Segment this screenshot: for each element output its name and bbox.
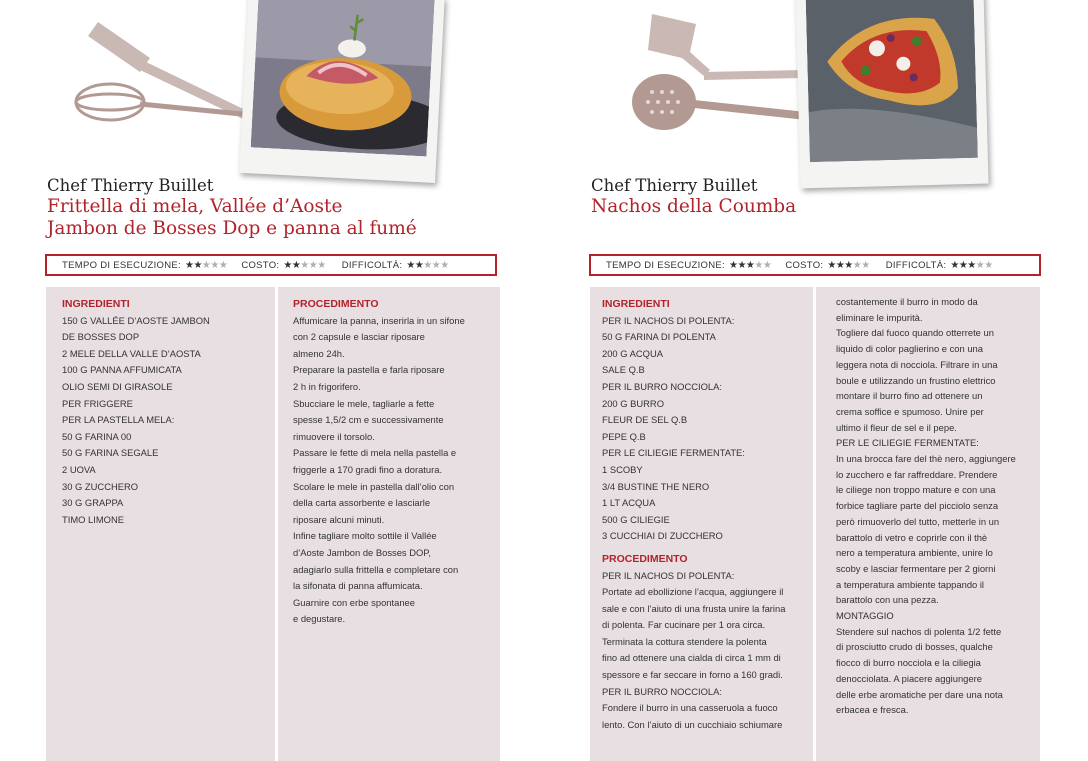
text-line: costantemente il burro in modo da (836, 296, 978, 307)
text-line: barattolo di vetro e coprirle con il thè (836, 531, 988, 543)
text-line: PEPE Q.B (602, 430, 646, 442)
whisk-icon (76, 84, 262, 120)
text-line: liquido di color paglierino e con una (836, 343, 983, 355)
star-filled-icon: ★ (827, 259, 836, 271)
nachos-photo (795, 0, 988, 188)
text-line: SALE Q.B (602, 364, 645, 376)
difficulty (886, 260, 993, 271)
text-line: lo zucchero e far raffreddare. Prendere (836, 468, 998, 480)
text-line: rimuovere il torsolo. (293, 430, 375, 442)
text-line: FLEUR DE SEL Q.B (602, 414, 688, 426)
text-line: ultimo il fleur de sel e il pepe. (836, 421, 957, 433)
star-empty-icon: ★ (861, 259, 870, 271)
star-filled-icon: ★ (737, 259, 746, 271)
text-line: 3 CUCCHIAI DI ZUCCHERO (602, 530, 723, 542)
text-line: Passare le fette di mela nella pastella e (293, 447, 457, 459)
text-line: fiocco di burro nocciola e la ciliegia (836, 657, 981, 669)
text-line: 200 G ACQUA (602, 347, 663, 359)
text-line: 50 G FARINA 00 (62, 430, 132, 442)
star-empty-icon: ★ (300, 259, 309, 271)
text-line: la sifonata di panna affumicata. (293, 580, 423, 592)
text-line: lento. Con l’aiuto di un cucchiaio schiumare (602, 718, 783, 730)
text-line: Sbucciare le mele, tagliarle a fette (293, 397, 435, 409)
star-filled-icon: ★ (950, 259, 959, 271)
text-line: della carta assorbente e lasciarle (293, 497, 431, 509)
text-line: almeno 24h. (293, 347, 345, 359)
text-line: PER IL NACHOS DI POLENTA: (602, 569, 735, 581)
cost-label: COSTO: (241, 259, 280, 271)
text-line: erbacea e fresca. (836, 704, 909, 716)
text-line: Infine tagliare molto sottile il Vallée (293, 530, 437, 542)
text-line: boule e utilizzando un frustino elettrico (836, 374, 996, 386)
text-line: barattolo con una pezza. (836, 594, 939, 606)
text-line: leggera nota di nocciola. Filtrare in una (836, 358, 998, 370)
recipe-info-bar (45, 254, 497, 276)
cost-label: COSTO: (785, 259, 824, 271)
text-line: Terminata la cottura stendere la polenta (602, 635, 767, 647)
text-line: PER LE CILIEGIE FERMENTATE: (836, 437, 979, 449)
star-filled-icon: ★ (728, 259, 738, 271)
text-line: PER IL BURRO NOCCIOLA: (602, 380, 722, 392)
procedure-heading: PROCEDIMENTO (293, 298, 379, 310)
procedure-text (293, 313, 497, 628)
ingredients-list (602, 313, 812, 545)
procedure-heading: PROCEDIMENTO (602, 552, 688, 565)
text-line: PER LA PASTELLA MELA: (62, 414, 175, 426)
text-line: spesse 1,5/2 cm e successivamente (293, 414, 444, 426)
star-filled-icon: ★ (414, 259, 424, 271)
star-empty-icon: ★ (754, 259, 763, 271)
text-line: adagiarlo sulla frittella e completare con (293, 563, 459, 575)
text-line: Stendere sul nachos di polenta 1/2 fette (836, 625, 1002, 637)
text-line: 500 G CILIEGIE (602, 513, 670, 525)
star-filled-icon: ★ (958, 259, 968, 271)
difficulty-label: DIFFICOLTÀ: (885, 259, 947, 271)
text-line: Affumicare la panna, inserirla in un sifone (293, 314, 465, 326)
execution-time-rating (729, 260, 771, 271)
text-line: a temperatura ambiente tappando il (836, 578, 985, 590)
cost (785, 260, 869, 271)
text-line: però rimuoverlo del tutto, metterle in un (836, 515, 1000, 527)
text-line: MONTAGGIO (836, 610, 894, 622)
ingredients-heading: INGREDIENTI (602, 298, 670, 310)
ingredients-column (602, 296, 812, 733)
difficulty-label: DIFFICOLTÀ: (341, 259, 403, 271)
star-empty-icon: ★ (308, 259, 318, 271)
text-line: TIMO LIMONE (62, 513, 124, 525)
chef-name: Chef Thierry Buillet (47, 176, 214, 195)
cost-rating (827, 260, 869, 271)
text-line: 50 G FARINA DI POLENTA (602, 331, 716, 343)
star-filled-icon: ★ (291, 259, 301, 271)
recipe-title-line-1: Nachos della Coumba (591, 196, 797, 217)
chef-name: Chef Thierry Buillet (591, 176, 758, 195)
text-line: di polenta. Far cucinare per 1 ora circa. (602, 619, 766, 631)
star-empty-icon: ★ (423, 259, 432, 271)
recipe-title-line-1: Frittella di mela, Vallée d’Aoste (47, 196, 343, 217)
difficulty-rating (406, 260, 448, 271)
star-empty-icon: ★ (210, 259, 219, 271)
star-empty-icon: ★ (218, 259, 228, 271)
cost-rating (283, 260, 325, 271)
text-line: denocciolata. A piacere aggiungere (836, 672, 982, 684)
ingredients-column (62, 296, 270, 528)
text-line: PER IL BURRO NOCCIOLA: (602, 685, 722, 697)
nachos-image (805, 0, 977, 162)
text-line: 2 h in frigorifero. (293, 380, 361, 392)
execution-time-label: TEMPO DI ESECUZIONE: (606, 259, 725, 271)
text-line: forbice tagliare parte del picciolo senza (836, 500, 999, 512)
text-line: In una brocca fare del thè nero, aggiungere (836, 453, 1016, 465)
text-line: 2 UOVA (62, 463, 96, 475)
text-line: Togliere dal fuoco quando otterrete un (836, 327, 994, 339)
right-recipe-page (544, 0, 1088, 761)
text-line: riposare alcuni minuti. (293, 513, 385, 525)
text-line: 200 G BURRO (602, 397, 664, 409)
star-empty-icon: ★ (762, 259, 772, 271)
procedure-column (836, 294, 1040, 718)
text-line: nero a temperatura ambiente, unire lo (836, 547, 993, 559)
recipe-title-line-2: Jambon de Bosses Dop e panna al fumé (47, 218, 417, 239)
star-empty-icon: ★ (317, 259, 326, 271)
text-line: spessore e far seccare in forno a 160 gradi. (602, 669, 783, 681)
difficulty (342, 260, 449, 271)
slotted-spoon-icon (632, 74, 806, 130)
difficulty-rating (950, 260, 992, 271)
text-line: con 2 capsule e lasciar riposare (293, 331, 425, 343)
text-line: 100 G PANNA AFFUMICATA (62, 364, 182, 376)
star-filled-icon: ★ (967, 259, 976, 271)
text-line: le ciliege non troppo mature e con una (836, 484, 996, 496)
text-line: 150 G VALLÉE D’AOSTE JAMBON (62, 314, 210, 326)
star-filled-icon: ★ (283, 259, 292, 271)
procedure-text-part-1 (602, 568, 812, 734)
star-filled-icon: ★ (184, 259, 194, 271)
cost (241, 260, 325, 271)
star-empty-icon: ★ (201, 259, 211, 271)
text-line: Fondere il burro in una casseruola a fuoco (602, 702, 778, 714)
star-filled-icon: ★ (844, 259, 853, 271)
star-filled-icon: ★ (835, 259, 845, 271)
text-line: fino ad ottenere una cialda di circa 1 mm di (602, 652, 781, 664)
procedure-text-part-2 (836, 294, 1040, 718)
text-line: scoby e lasciar fermentare per 2 giorni (836, 562, 996, 574)
text-line: friggerle a 170 gradi fino a doratura. (293, 463, 443, 475)
text-line: 1 LT ACQUA (602, 497, 656, 509)
recipe-title (47, 196, 417, 240)
text-line: Portate ad ebollizione l’acqua, aggiungere il (602, 586, 784, 598)
ingredients-heading: INGREDIENTI (62, 298, 130, 310)
text-line: 30 G GRAPPA (62, 497, 124, 509)
text-line: 30 G ZUCCHERO (62, 480, 139, 492)
text-line: Preparare la pastella e farla riposare (293, 364, 445, 376)
text-line: OLIO SEMI DI GIRASOLE (62, 380, 173, 392)
star-filled-icon: ★ (406, 259, 415, 271)
spatula-icon (648, 14, 802, 80)
recipe-title (591, 196, 796, 218)
star-filled-icon: ★ (745, 259, 755, 271)
text-line: Guarnire con erbe spontanee (293, 596, 415, 608)
star-empty-icon: ★ (984, 259, 993, 271)
text-line: e degustare. (293, 613, 346, 625)
text-line: montare il burro fino ad ottenere un (836, 390, 983, 402)
execution-time-label: TEMPO DI ESECUZIONE: (62, 259, 181, 271)
text-line: PER LE CILIEGIE FERMENTATE: (602, 447, 745, 459)
text-line: PER IL NACHOS DI POLENTA: (602, 314, 735, 326)
text-line: DE BOSSES DOP (62, 331, 140, 343)
execution-time (62, 260, 227, 271)
text-line: crema soffice e spumoso. Unire per (836, 405, 984, 417)
fritter-image (251, 0, 435, 157)
star-empty-icon: ★ (431, 259, 441, 271)
text-line: 2 MELE DELLA VALLE D’AOSTA (62, 347, 201, 359)
fritter-photo (239, 0, 444, 183)
recipe-info-bar (589, 254, 1041, 276)
text-line: d’Aoste Jambon de Bosses DOP, (293, 546, 431, 558)
procedure-column (293, 296, 497, 628)
text-line: di prosciutto crudo di bosses, qualche (836, 641, 993, 653)
ingredients-list (62, 313, 270, 529)
text-line: 1 SCOBY (602, 463, 643, 475)
text-line: Scolare le mele in pastella dall’olio con (293, 480, 455, 492)
execution-time-rating (185, 260, 227, 271)
star-empty-icon: ★ (852, 259, 862, 271)
execution-time (606, 260, 771, 271)
text-line: delle erbe aromatiche per dare una nota (836, 688, 1003, 700)
text-line: 50 G FARINA SEGALE (62, 447, 159, 459)
text-line: 3/4 BUSTINE THE NERO (602, 480, 710, 492)
text-line: eliminare le impurità. (836, 311, 923, 323)
star-filled-icon: ★ (193, 259, 202, 271)
text-line: PER FRIGGERE (62, 397, 133, 409)
text-line: sale e con l’aiuto di una frusta unire la farina (602, 602, 786, 614)
star-empty-icon: ★ (975, 259, 985, 271)
star-empty-icon: ★ (440, 259, 449, 271)
